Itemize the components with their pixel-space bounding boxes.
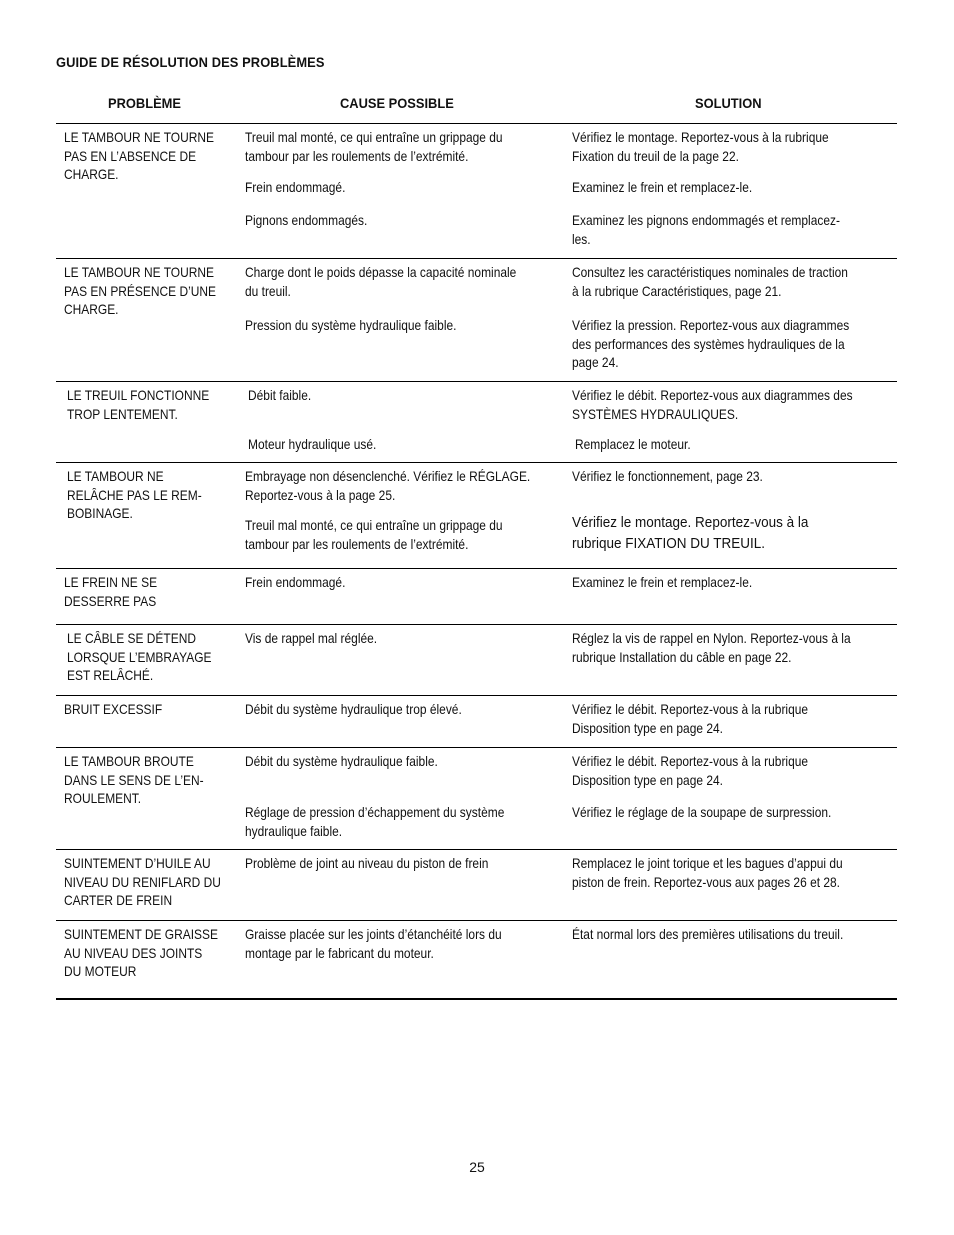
cell-text-line: piston de frein. Reportez-vous aux pages 26 et 28. <box>572 874 841 890</box>
cell-text-line: Fixation du treuil de la page 22. <box>572 148 739 164</box>
cell-text-line: du treuil. <box>245 283 291 299</box>
cell-text-line: CARTER DE FREIN <box>64 893 173 909</box>
cell-text-line: Examinez le frein et remplacez-le. <box>572 180 753 195</box>
cell-text-line: Examinez le frein et remplacez-le. <box>572 575 753 590</box>
cell-text-line: Vérifiez le débit. Reportez-vous à la rubrique <box>572 754 809 769</box>
cell-text-line: Embrayage non désenclenché. Vérifiez le RÉGLAGE. <box>245 469 531 484</box>
cell-text-line: Vérifiez la pression. Reportez-vous aux diagrammes <box>572 318 850 333</box>
cell-text-line: Graisse placée sur les joints d’étanchéité lors du <box>245 927 502 942</box>
cell-text-line: Treuil mal monté, ce qui entraîne un grippage du <box>245 130 503 145</box>
cell-text-line: DU MOTEUR <box>64 964 137 980</box>
cell-text-line: Moteur hydraulique usé. <box>248 437 377 452</box>
header-probleme: PROBLÈME <box>108 95 181 111</box>
cell-text-line: Problème de joint au niveau du piston de frein <box>245 856 489 871</box>
cell-text-line: hydraulique faible. <box>245 823 343 839</box>
cell-text-line: AU NIVEAU DES JOINTS <box>64 945 203 961</box>
table-row <box>56 569 897 625</box>
cell-text-line: Vérifiez le montage. Reportez-vous à la <box>572 514 809 531</box>
cell-text-line: Charge dont le poids dépasse la capacité nominale <box>245 265 517 280</box>
cell-text-line: PAS EN L’ABSENCE DE <box>64 148 197 164</box>
cell-text-line: tambour par les roulements de l’extrémité. <box>245 536 469 552</box>
troubleshooting-table <box>56 123 897 1000</box>
cell-text-line: Vérifiez le débit. Reportez-vous aux diagrammes des <box>572 388 853 403</box>
cell-text-line: Réglez la vis de rappel en Nylon. Reportez-vous à la <box>572 631 851 646</box>
cell-text-line: SUINTEMENT DE GRAISSE <box>64 927 218 942</box>
cell-text-line: LE TAMBOUR NE TOURNE <box>64 130 215 145</box>
cell-text-line: à la rubrique Caractéristiques, page 21. <box>572 283 782 299</box>
cell-text-line: Débit du système hydraulique faible. <box>245 754 438 769</box>
cell-text-line: Vérifiez le débit. Reportez-vous à la rubrique <box>572 702 809 717</box>
table-row <box>56 625 897 696</box>
cell-text-line: Treuil mal monté, ce qui entraîne un grippage du <box>245 518 503 533</box>
cell-text-line: EST RELÂCHÉ. <box>67 668 154 684</box>
table-row <box>56 463 897 569</box>
cell-text-line: Pression du système hydraulique faible. <box>245 318 457 333</box>
cell-text-line: PAS EN PRÉSENCE D’UNE <box>64 283 217 299</box>
cell-text-line: montage par le fabricant du moteur. <box>245 945 434 961</box>
cell-text-line: NIVEAU DU RENIFLARD DU <box>64 874 221 890</box>
cell-text-line: LE TREUIL FONCTIONNE <box>67 388 210 403</box>
cell-text-line: page 24. <box>572 355 619 371</box>
page-number: 25 <box>469 1159 485 1175</box>
cell-text-line: des performances des systèmes hydrauliques de la <box>572 336 845 352</box>
table-row <box>56 382 897 463</box>
cell-text-line: Examinez les pignons endommagés et remplacez- <box>572 213 840 228</box>
cell-text-line: Remplacez le moteur. <box>575 437 691 452</box>
cell-text-line: Disposition type en page 24. <box>572 772 723 788</box>
cell-text-line: BOBINAGE. <box>67 506 133 522</box>
cell-text-line: rubrique FIXATION DU TREUIL. <box>572 534 766 552</box>
cell-text-line: Vérifiez le montage. Reportez-vous à la rubrique <box>572 130 829 145</box>
table-row <box>56 259 897 382</box>
table-row <box>56 748 897 850</box>
cell-text-line: SYSTÈMES HYDRAULIQUES. <box>572 406 739 422</box>
table-header <box>56 95 897 115</box>
cell-text-line: DESSERRE PAS <box>64 593 157 609</box>
table-row <box>56 850 897 921</box>
cell-text-line: LE CÂBLE SE DÉTEND <box>67 631 196 646</box>
cell-text-line: Reportez-vous à la page 25. <box>245 487 396 503</box>
cell-text-line: Consultez les caractéristiques nominales de traction <box>572 265 848 280</box>
header-solution: SOLUTION <box>695 95 762 111</box>
cell-text-line: tambour par les roulements de l’extrémité. <box>245 148 469 164</box>
cell-text-line: DANS LE SENS DE L’EN- <box>64 772 204 788</box>
cell-text-line: CHARGE. <box>64 167 119 183</box>
header-cause: CAUSE POSSIBLE <box>340 95 454 111</box>
cell-text-line: État normal lors des premières utilisations du treuil. <box>572 927 844 942</box>
cell-text-line: Frein endommagé. <box>245 575 346 590</box>
cell-text-line: SUINTEMENT D’HUILE AU <box>64 856 211 871</box>
cell-text-line: LE TAMBOUR NE TOURNE <box>64 265 215 280</box>
cell-text-line: Vérifiez le fonctionnement, page 23. <box>572 469 763 484</box>
table-row <box>56 921 897 1000</box>
cell-text-line: LORSQUE L’EMBRAYAGE <box>67 649 212 665</box>
cell-text-line: TROP LENTEMENT. <box>67 406 178 422</box>
cell-text-line: BRUIT EXCESSIF <box>64 702 163 717</box>
cell-text-line: Débit du système hydraulique trop élevé. <box>245 702 462 717</box>
cell-text-line: Vérifiez le réglage de la soupape de surpression. <box>572 805 832 820</box>
cell-text-line: Vis de rappel mal réglée. <box>245 631 378 646</box>
cell-text-line: RELÂCHE PAS LE REM- <box>67 487 202 503</box>
cell-text-line: rubrique Installation du câble en page 22. <box>572 649 792 665</box>
table-row <box>56 124 897 259</box>
cell-text-line: les. <box>572 231 591 247</box>
cell-text-line: Disposition type en page 24. <box>572 720 723 736</box>
cell-text-line: Réglage de pression d’échappement du système <box>245 805 505 820</box>
cell-text-line: ROULEMENT. <box>64 791 142 807</box>
cell-text-line: LE TAMBOUR BROUTE <box>64 754 194 769</box>
cell-text-line: Remplacez le joint torique et les bagues d’appui du <box>572 856 843 871</box>
cell-text-line: LE FREIN NE SE <box>64 575 158 590</box>
cell-text-line: Pignons endommagés. <box>245 213 368 228</box>
page-title: GUIDE DE RÉSOLUTION DES PROBLÈMES <box>56 54 325 70</box>
cell-text-line: Débit faible. <box>248 388 312 403</box>
cell-text-line: CHARGE. <box>64 302 119 318</box>
cell-text-line: Frein endommagé. <box>245 180 346 195</box>
cell-text-line: LE TAMBOUR NE <box>67 469 164 484</box>
table-row <box>56 696 897 748</box>
